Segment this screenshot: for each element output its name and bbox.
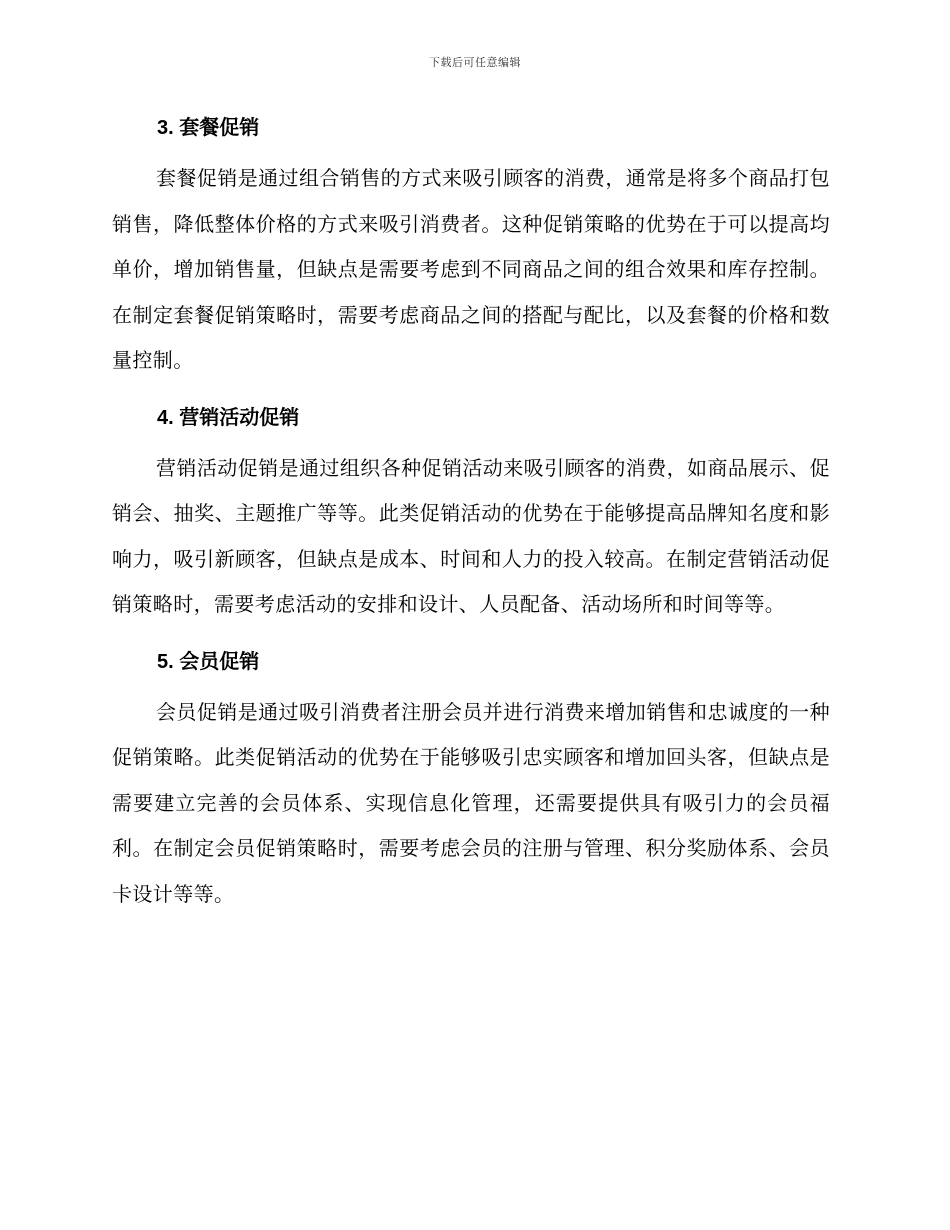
page-header: 下载后可任意编辑 — [429, 56, 521, 69]
section-body-member-promotion: 会员促销是通过吸引消费者注册会员并进行消费来增加销售和忠诚度的一种促销策略。此类促销活动的优势在于能够吸引忠实顾客和增加回头客，但缺点是需要建立完善的会员体系、实现信息化管理，还需要提供具有吸引力的会员福利。在制定会员促销策略时，需要考虑会员的注册与管理、积分奖励体系、会员卡设计等等。 — [112, 699, 830, 906]
section-heading-member-promotion: 5. 会员促销 — [157, 650, 260, 673]
document-content — [112, 112, 830, 935]
section-body-package-promotion: 套餐促销是通过组合销售的方式来吸引顾客的消费，通常是将多个商品打包销售，降低整体价格的方式来吸引消费者。这种促销策略的优势在于可以提高均单价，增加销售量，但缺点是需要考虑到不同商品之间的组合效果和库存控制。在制定套餐促销策略时，需要考虑商品之间的搭配与配比，以及套餐的价格和数量控制。 — [112, 166, 830, 372]
section-heading-package-promotion: 3. 套餐促销 — [157, 117, 260, 139]
section-body-marketing-event-promotion: 营销活动促销是通过组织各种促销活动来吸引顾客的消费，如商品展示、促销会、抽奖、主题推广等等。此类促销活动的优势在于能够提高品牌知名度和影响力，吸引新顾客，但缺点是成本、时间和人力的投入较高。在制定营销活动促销策略时，需要考虑活动的安排和设计、人员配备、活动场所和时间等等。 — [112, 455, 830, 616]
section-heading-marketing-event-promotion: 4. 营销活动促销 — [157, 406, 300, 429]
